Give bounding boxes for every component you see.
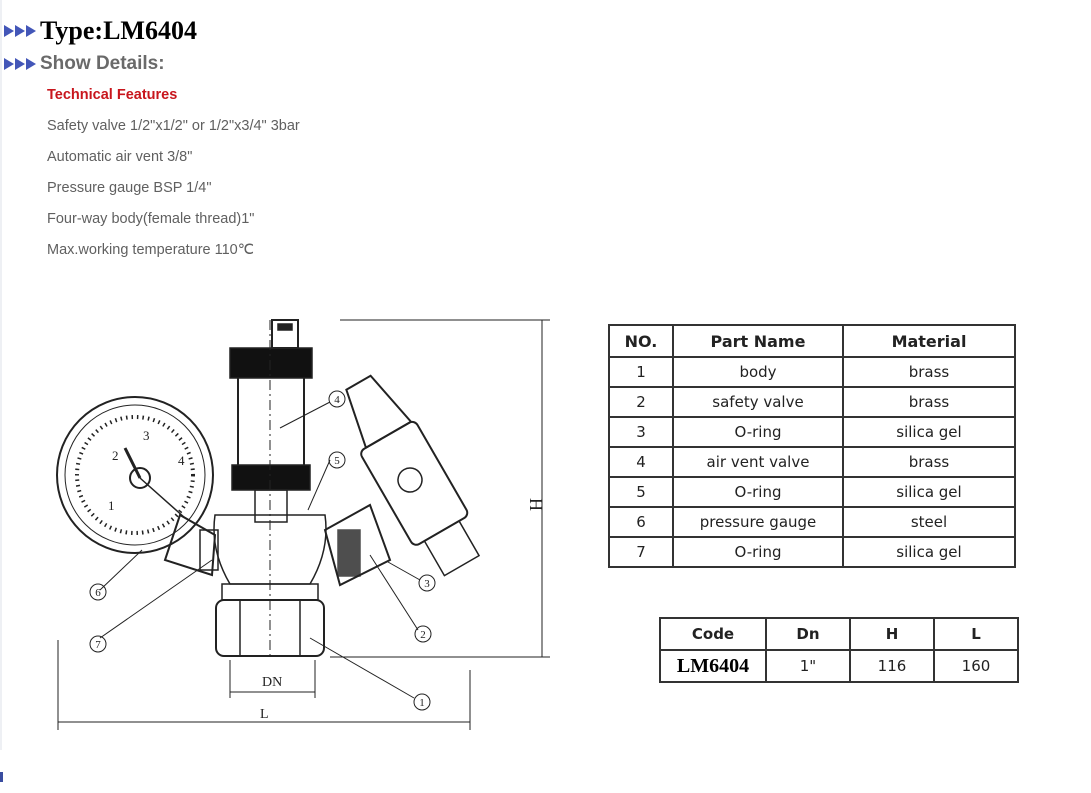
cell-no: 1 bbox=[609, 357, 673, 387]
valve-technical-drawing bbox=[40, 300, 560, 740]
cell-part-name: O-ring bbox=[673, 417, 843, 447]
cell-material: silica gel bbox=[843, 477, 1015, 507]
dim-l-label: L bbox=[260, 707, 269, 722]
triple-arrow-icon bbox=[4, 25, 36, 37]
feature-item: Pressure gauge BSP 1/4" bbox=[47, 180, 212, 196]
type-heading bbox=[4, 16, 197, 46]
table-row bbox=[609, 417, 1015, 447]
triple-arrow-icon bbox=[4, 58, 36, 70]
table-header-row bbox=[660, 618, 1018, 650]
technical-features bbox=[47, 86, 300, 272]
cell-material: brass bbox=[843, 387, 1015, 417]
table-header-row bbox=[609, 325, 1015, 357]
cell-part-name: O-ring bbox=[673, 537, 843, 567]
table-row bbox=[609, 537, 1015, 567]
callout-2: 2 bbox=[420, 629, 426, 641]
cell-part-name: O-ring bbox=[673, 477, 843, 507]
cell-material: brass bbox=[843, 447, 1015, 477]
table-row bbox=[609, 507, 1015, 537]
cell-material: brass bbox=[843, 357, 1015, 387]
left-marker bbox=[0, 772, 3, 782]
cell-part-name: safety valve bbox=[673, 387, 843, 417]
cell-no: 2 bbox=[609, 387, 673, 417]
cell-material: steel bbox=[843, 507, 1015, 537]
cell-part-name: air vent valve bbox=[673, 447, 843, 477]
left-border bbox=[0, 0, 2, 750]
feature-item: Four-way body(female thread)1" bbox=[47, 211, 255, 227]
cell-no: 4 bbox=[609, 447, 673, 477]
dim-h-label: H bbox=[526, 498, 546, 511]
details-title: Show Details: bbox=[40, 53, 165, 74]
feature-item: Safety valve 1/2"x1/2" or 1/2"x3/4" 3bar bbox=[47, 118, 300, 134]
parts-table bbox=[608, 324, 1016, 568]
header-dn: Dn bbox=[766, 618, 850, 650]
details-heading bbox=[4, 53, 165, 75]
table-row bbox=[609, 357, 1015, 387]
callout-5: 5 bbox=[334, 455, 340, 467]
cell-no: 3 bbox=[609, 417, 673, 447]
cell-code: LM6404 bbox=[660, 650, 766, 682]
callout-7: 7 bbox=[95, 639, 101, 651]
table-row bbox=[609, 447, 1015, 477]
feature-item: Automatic air vent 3/8" bbox=[47, 149, 193, 165]
cell-material: silica gel bbox=[843, 537, 1015, 567]
gauge-number: 4 bbox=[178, 453, 185, 468]
code-table bbox=[659, 617, 1019, 683]
table-row bbox=[609, 387, 1015, 417]
gauge-number: 2 bbox=[112, 448, 119, 463]
header-l: L bbox=[934, 618, 1018, 650]
callout-1: 1 bbox=[419, 697, 425, 709]
header-no: NO. bbox=[609, 325, 673, 357]
type-title: Type:LM6404 bbox=[40, 16, 197, 45]
cell-l: 160 bbox=[934, 650, 1018, 682]
cell-no: 6 bbox=[609, 507, 673, 537]
cell-part-name: body bbox=[673, 357, 843, 387]
cell-part-name: pressure gauge bbox=[673, 507, 843, 537]
header-material: Material bbox=[843, 325, 1015, 357]
gauge-number: 1 bbox=[108, 498, 115, 513]
header-h: H bbox=[850, 618, 934, 650]
table-row bbox=[660, 650, 1018, 682]
feature-item: Max.working temperature 110℃ bbox=[47, 242, 255, 258]
cell-material: silica gel bbox=[843, 417, 1015, 447]
callout-4: 4 bbox=[334, 394, 340, 406]
callout-6: 6 bbox=[95, 587, 101, 599]
header-part-name: Part Name bbox=[673, 325, 843, 357]
gauge-number: 3 bbox=[143, 428, 150, 443]
table-row bbox=[609, 477, 1015, 507]
cell-no: 5 bbox=[609, 477, 673, 507]
features-title: Technical Features bbox=[47, 87, 178, 103]
cell-dn: 1" bbox=[766, 650, 850, 682]
header-code: Code bbox=[660, 618, 766, 650]
cell-h: 116 bbox=[850, 650, 934, 682]
callout-3: 3 bbox=[424, 578, 430, 590]
cell-no: 7 bbox=[609, 537, 673, 567]
dim-dn-label: DN bbox=[262, 675, 283, 690]
